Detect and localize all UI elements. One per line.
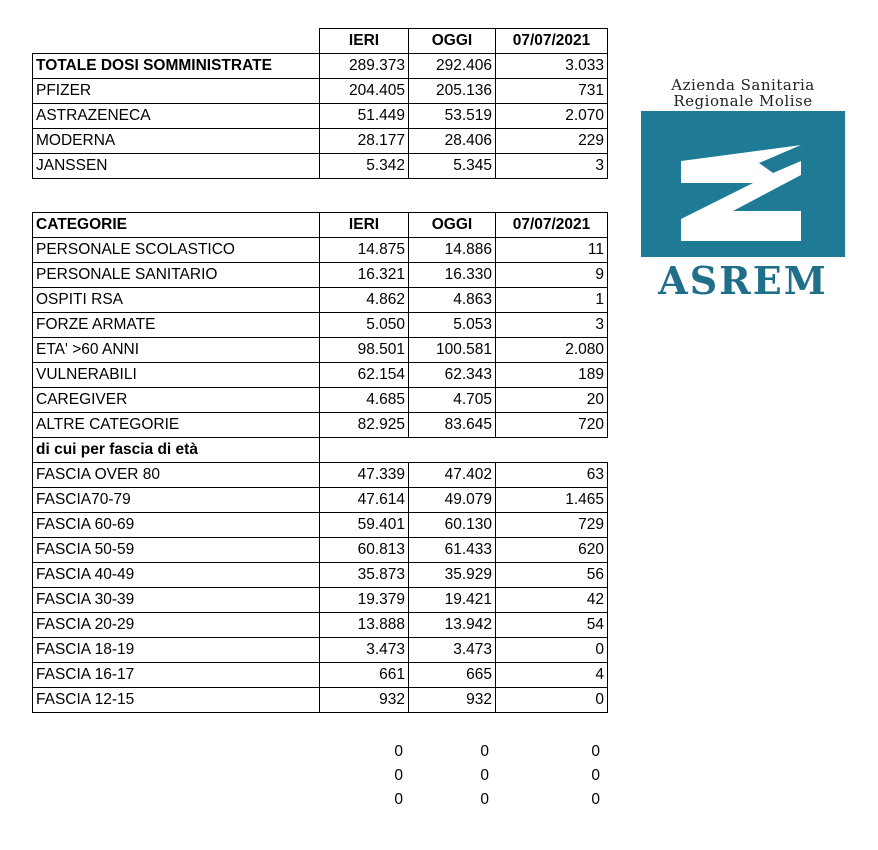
row-diff: 1.465: [496, 488, 608, 513]
row-ieri: 60.813: [320, 538, 409, 563]
table-row: [33, 338, 608, 363]
row-label: FASCIA 16-17: [33, 663, 320, 688]
row-diff: 720: [496, 413, 608, 438]
row-ieri: 0: [394, 791, 403, 808]
table-row: [32, 740, 603, 764]
row-ieri: 98.501: [320, 338, 409, 363]
row-label-blank: [32, 764, 318, 788]
row-oggi: 13.942: [409, 613, 496, 638]
row-diff: 4: [496, 663, 608, 688]
logo-name-line2: Regionale Molise: [673, 92, 813, 110]
table-row: [33, 413, 608, 438]
row-oggi: 19.421: [409, 588, 496, 613]
table-row: [33, 154, 608, 179]
table-row: [33, 238, 608, 263]
table-row: [33, 388, 608, 413]
row-ieri: 4.862: [320, 288, 409, 313]
row-ieri: 51.449: [320, 104, 409, 129]
row-ieri: 13.888: [320, 613, 409, 638]
row-oggi: 62.343: [409, 363, 496, 388]
row-diff: 229: [496, 129, 608, 154]
row-label: FASCIA70-79: [33, 488, 320, 513]
table-row: [33, 638, 608, 663]
row-ieri: 82.925: [320, 413, 409, 438]
row-diff: 3: [496, 313, 608, 338]
table-row: [32, 788, 603, 812]
row-oggi: 0: [480, 743, 489, 760]
row-oggi: 0: [480, 791, 489, 808]
row-diff: 56: [496, 563, 608, 588]
table-row: [33, 313, 608, 338]
row-oggi: 100.581: [409, 338, 496, 363]
row-ieri: 5.342: [320, 154, 409, 179]
totals-header-blank: [33, 29, 320, 54]
row-label: MODERNA: [33, 129, 320, 154]
row-diff: 42: [496, 588, 608, 613]
table-row: [33, 263, 608, 288]
row-oggi: 5.345: [409, 154, 496, 179]
row-ieri: 62.154: [320, 363, 409, 388]
row-label: FASCIA 30-39: [33, 588, 320, 613]
row-oggi: 83.645: [409, 413, 496, 438]
row-oggi: 14.886: [409, 238, 496, 263]
row-label: FASCIA 50-59: [33, 538, 320, 563]
row-diff: 9: [496, 263, 608, 288]
header-oggi: OGGI: [409, 213, 496, 238]
totals-header-row: [33, 29, 608, 54]
row-label: PFIZER: [33, 79, 320, 104]
row-ieri: 289.373: [320, 54, 409, 79]
row-ieri: 59.401: [320, 513, 409, 538]
row-oggi: 4.863: [409, 288, 496, 313]
row-diff: 2.070: [496, 104, 608, 129]
header-date: 07/07/2021: [496, 213, 608, 238]
row-ieri: 14.875: [320, 238, 409, 263]
row-label: FASCIA 60-69: [33, 513, 320, 538]
row-ieri: 661: [320, 663, 409, 688]
row-diff: 1: [496, 288, 608, 313]
row-diff: 0: [591, 743, 600, 760]
row-label: FASCIA 18-19: [33, 638, 320, 663]
table-row: [33, 588, 608, 613]
row-ieri: 35.873: [320, 563, 409, 588]
row-ieri: 16.321: [320, 263, 409, 288]
row-oggi: 932: [409, 688, 496, 713]
row-label: TOTALE DOSI SOMMINISTRATE: [33, 54, 320, 79]
row-label: FASCIA 40-49: [33, 563, 320, 588]
table-row: [33, 663, 608, 688]
row-label: ALTRE CATEGORIE: [33, 413, 320, 438]
row-label-blank: [32, 740, 318, 764]
table-row: [33, 129, 608, 154]
row-oggi: 5.053: [409, 313, 496, 338]
row-label: PERSONALE SANITARIO: [33, 263, 320, 288]
header-ieri: IERI: [320, 29, 409, 54]
header-date: 07/07/2021: [496, 29, 608, 54]
row-label: ETA' >60 ANNI: [33, 338, 320, 363]
row-diff: 731: [496, 79, 608, 104]
table-row: [33, 513, 608, 538]
row-diff: 11: [496, 238, 608, 263]
row-label: CAREGIVER: [33, 388, 320, 413]
table-row: [33, 363, 608, 388]
row-oggi: 28.406: [409, 129, 496, 154]
row-diff: 20: [496, 388, 608, 413]
row-oggi: 3.473: [409, 638, 496, 663]
row-label: JANSSEN: [33, 154, 320, 179]
header-ieri: IERI: [320, 213, 409, 238]
table-row: [33, 288, 608, 313]
header-oggi: OGGI: [409, 29, 496, 54]
logo-brand: ASREM: [658, 258, 828, 303]
row-ieri: 5.050: [320, 313, 409, 338]
row-diff: 54: [496, 613, 608, 638]
row-diff: 63: [496, 463, 608, 488]
subheader-blank: [320, 438, 608, 463]
totals-table: [32, 28, 608, 179]
table-row: [33, 463, 608, 488]
row-oggi: 60.130: [409, 513, 496, 538]
row-label: OSPITI RSA: [33, 288, 320, 313]
row-ieri: 4.685: [320, 388, 409, 413]
row-ieri: 19.379: [320, 588, 409, 613]
row-diff: 189: [496, 363, 608, 388]
row-oggi: 47.402: [409, 463, 496, 488]
categories-header-row: [33, 213, 608, 238]
extra-rows-table: [32, 740, 603, 812]
row-diff: 729: [496, 513, 608, 538]
row-oggi: 16.330: [409, 263, 496, 288]
row-diff: 3.033: [496, 54, 608, 79]
row-oggi: 53.519: [409, 104, 496, 129]
row-label: FASCIA OVER 80: [33, 463, 320, 488]
row-ieri: 28.177: [320, 129, 409, 154]
row-oggi: 35.929: [409, 563, 496, 588]
table-row: [33, 54, 608, 79]
row-diff: 0: [496, 688, 608, 713]
asrem-logo-icon: [641, 111, 845, 257]
age-subheader: di cui per fascia di età: [33, 438, 320, 463]
table-row: [33, 613, 608, 638]
row-oggi: 292.406: [409, 54, 496, 79]
row-diff: 0: [591, 791, 600, 808]
row-oggi: 61.433: [409, 538, 496, 563]
table-row: [32, 764, 603, 788]
row-diff: 0: [496, 638, 608, 663]
table-row: [33, 104, 608, 129]
row-ieri: 3.473: [320, 638, 409, 663]
row-label: ASTRAZENECA: [33, 104, 320, 129]
table-row: [33, 538, 608, 563]
row-oggi: 665: [409, 663, 496, 688]
table-row: [33, 488, 608, 513]
row-ieri: 47.339: [320, 463, 409, 488]
row-ieri: 932: [320, 688, 409, 713]
row-label: FASCIA 12-15: [33, 688, 320, 713]
row-oggi: 205.136: [409, 79, 496, 104]
row-oggi: 0: [480, 767, 489, 784]
categories-table: [32, 212, 608, 713]
row-diff: 0: [591, 767, 600, 784]
table-row: [33, 79, 608, 104]
row-diff: 3: [496, 154, 608, 179]
row-ieri: 0: [394, 767, 403, 784]
table-row: [33, 688, 608, 713]
row-label-blank: [32, 788, 318, 812]
asrem-emblem-svg: [641, 111, 845, 257]
row-ieri: 0: [394, 743, 403, 760]
row-label: VULNERABILI: [33, 363, 320, 388]
table-row: [33, 563, 608, 588]
row-diff: 620: [496, 538, 608, 563]
row-label: FORZE ARMATE: [33, 313, 320, 338]
row-oggi: 4.705: [409, 388, 496, 413]
row-oggi: 49.079: [409, 488, 496, 513]
asrem-logo: [641, 77, 845, 301]
row-label: FASCIA 20-29: [33, 613, 320, 638]
row-ieri: 47.614: [320, 488, 409, 513]
logo-name-line1: Azienda Sanitaria: [671, 76, 815, 94]
header-categorie: CATEGORIE: [33, 213, 320, 238]
age-subheader-row: [33, 438, 608, 463]
row-diff: 2.080: [496, 338, 608, 363]
row-ieri: 204.405: [320, 79, 409, 104]
row-label: PERSONALE SCOLASTICO: [33, 238, 320, 263]
